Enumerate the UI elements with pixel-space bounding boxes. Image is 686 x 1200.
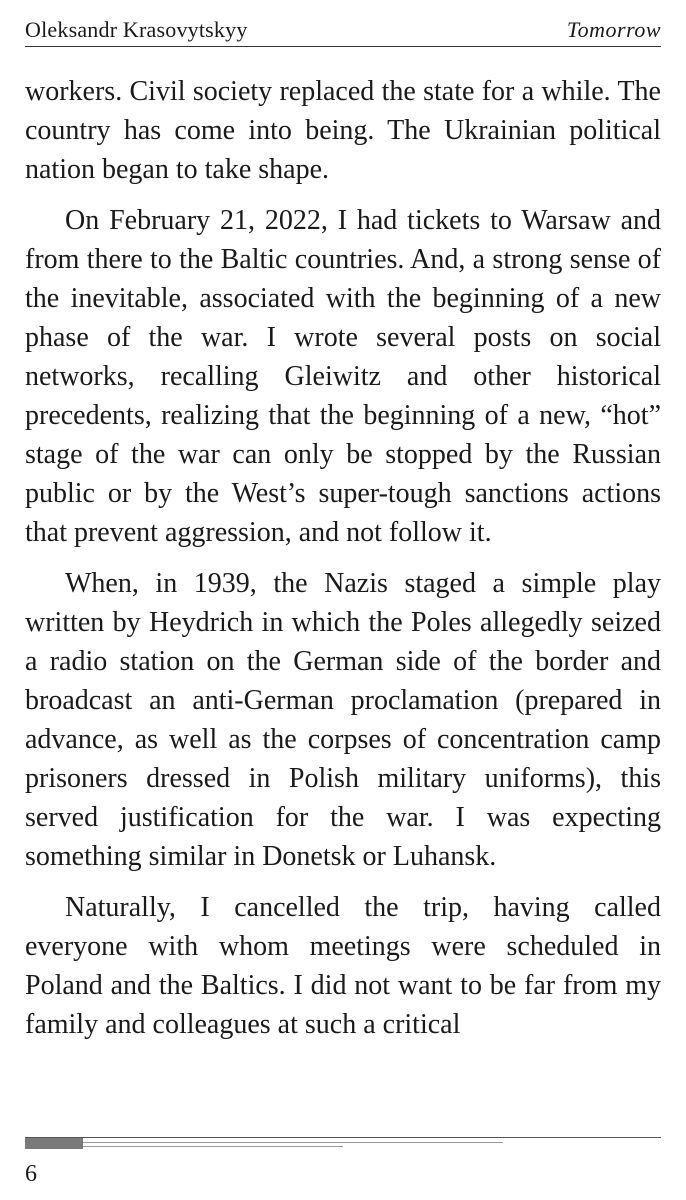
footer-rule (25, 1137, 661, 1138)
footer-decoration-line (83, 1142, 503, 1143)
paragraph-tickets: On February 21, 2022, I had tickets to Warsaw and from there to the Baltic countries. And, a strong sense of the inevitable, associated with the beginning of a new phase of the war. I wrote several posts on social networks, recalling Gleiwitz and other historical precedents, realizing that the beginning of a new, “hot” stage of the war can only be stopped by the Russian public or by the West’s super-tough sanctions actions that prevent aggression, and not follow it. (25, 205, 661, 548)
footer-decoration-line (83, 1146, 343, 1147)
page-number: 6 (25, 1161, 37, 1187)
paragraph-cancelled-trip: Naturally, I cancelled the trip, having called everyone with whom meetings were scheduled in Poland and the Baltics. I did not want to be far from my family and colleagues at such a critical (25, 892, 661, 1040)
header-section-title: Tomorrow (566, 17, 661, 42)
paragraph-1939: When, in 1939, the Nazis staged a simple play written by Heydrich in which the Poles allegedly seized a radio station on the German side of the border and broadcast an anti-German proclamation (prepared in advance, as well as the corpses of concentration camp prisoners dressed in Polish military uniforms), this served justification for the war. I was expecting something similar in Donetsk or Luhansk. (25, 568, 661, 872)
header-author: Oleksandr Krasovytskyy (25, 17, 248, 42)
running-header (25, 14, 661, 47)
footer-decoration-bar (25, 1138, 83, 1149)
body-text (25, 72, 661, 1056)
paragraph-continued: workers. Civil society replaced the state for a while. The country has come into being. The Ukrainian political nation began to take shape. (25, 76, 661, 185)
